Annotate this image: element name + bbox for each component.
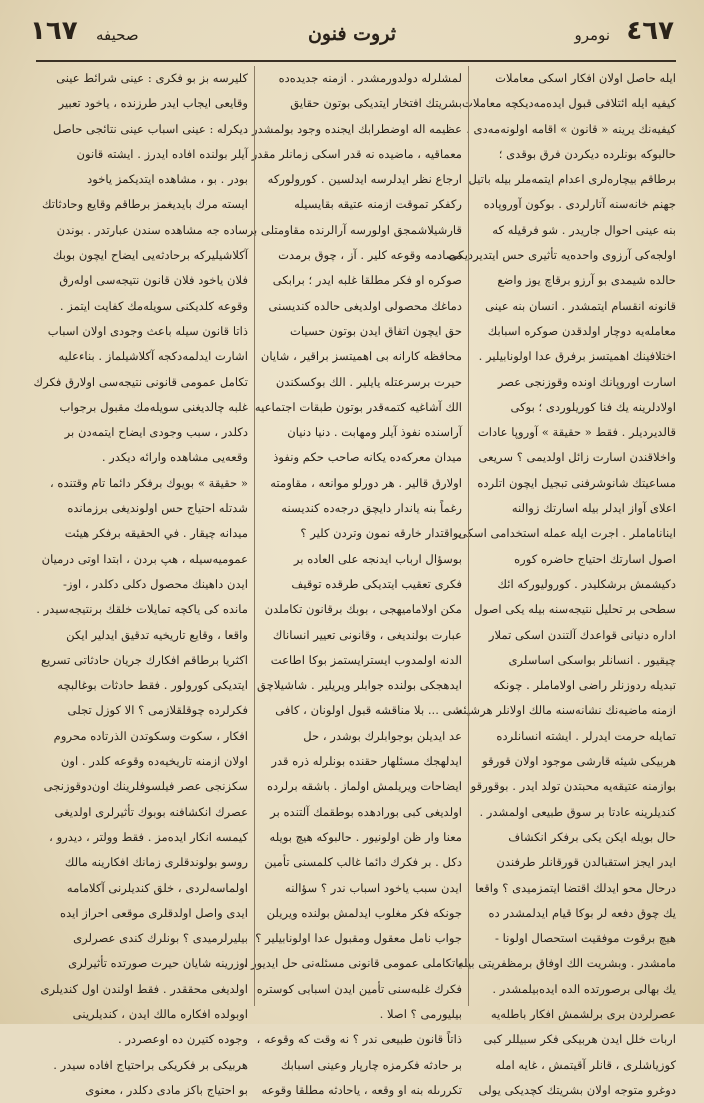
- text-line: واقعا ، وقايع تاريخيه تدقيق ايدلير ايكن: [66, 627, 248, 642]
- text-line: ذاتا قانون سيله باعث وجودى اولان اسباب: [47, 323, 248, 338]
- text-line: واخلاقندن اسارت زائل اولديمى ؟ سريعى: [478, 450, 676, 465]
- text-line: شى ... بلا مناقشه قبول اولونان ، كافى: [275, 703, 462, 718]
- text-line: ارجاع نظر ايدلرسه ايدلسين . كورولوركه: [267, 172, 462, 187]
- text-line: وقايعى ايجاب ايدر طرزنده ، ياخود تعبير: [58, 96, 248, 111]
- text-line: فكرلرده چوقلقلازمى ؟ الا كوزل تجلى: [67, 703, 248, 718]
- text-line: حق ايچون اتفاق ايدن بوتون حسيات: [290, 323, 462, 338]
- text-line: عبارت بولنديغى ، وقانونى تعيير انساناك: [272, 627, 462, 642]
- text-line: « حقيقة » بويوك برفكر دائما تام وقتنده ،: [49, 475, 248, 490]
- text-line: هيچ برقوت موفقيت استحصال اولونا -: [494, 931, 676, 946]
- text-line: اوزرينه شايان حيرت صورتده تأثيرلرى: [68, 956, 248, 971]
- text-line: اعلاى آواز ايدلر بيله اسارتك زوالنه: [511, 501, 676, 516]
- text-line: ايتديكى كورولور . فقط حادثات بوغالبچه: [57, 678, 248, 693]
- text-line: وجوده كتيرن ده اوعصردر .: [117, 1032, 248, 1047]
- text-line: الدنه اولمدوب ايسترايستمز بوكا اطاعت: [270, 652, 462, 667]
- text-line: مانده كى ياكچه تمايلات خلقك برنتيجه‌سيدر .: [36, 602, 248, 617]
- text-line: دكلدر ، سبب وجودى ايضاح ايتمەدن بر: [64, 425, 248, 440]
- text-line: اربات خلل ايدن هربيكى فكر سبيللر كبى: [483, 1032, 676, 1047]
- text-line: بوسؤال ارباب ايدنجه على العاده بر: [293, 551, 462, 566]
- text-line: يك بهالى برصورتده الده ايدەبيلمشدر .: [492, 981, 676, 996]
- column-middle: [243, 66, 462, 1097]
- text-line: عموميەسيله ، هپ بردن ، ابتدا اوتى درميان: [41, 551, 248, 566]
- text-line: اشارت ايدلمه‌دكجه آكلاشيلماز . بناءعليه: [58, 349, 248, 364]
- text-line: تبديله ردوزنلر راضى اولاماملر . چونكه: [493, 678, 676, 693]
- text-line: كيفيه ايله ائتلافى قبول ايدەمەديكچە معاملات: [462, 96, 676, 111]
- text-line: اوبولده افكاره مالك ايدن ، كنديلرينى: [72, 1006, 248, 1021]
- column-divider: [254, 66, 255, 1006]
- text-columns: [33, 66, 676, 1097]
- text-line: ايدر ايجز استقبالدن قورقانلر طرفندن: [496, 855, 676, 870]
- column-right: [448, 66, 676, 1097]
- text-line: ايسته مرك بايديغمز برطاقم وقايع وحادثاتك: [41, 197, 248, 212]
- text-line: عظيمه اله اوضطرابك ايجندە وجود بولمشدر .: [244, 121, 462, 136]
- text-line: بر حادثه فكرمزه چارپار وعينى اسبابك: [280, 1057, 462, 1072]
- text-line: جواب نامل معقول ومقبول عدا اولونابيلير ؟: [255, 931, 462, 946]
- text-line: اكثريا برطاقم افكارك جريان حادثاتى تسريع: [40, 652, 248, 667]
- text-line: تمايله حرمت ايدرلر . ايشته انسانلرده: [496, 728, 676, 743]
- text-line: جهنم خانەسنە آتارلردى . بوكون آوروپاده: [483, 197, 676, 212]
- text-line: تكامل عمومى قانونى نتيجه‌سى اولارق فكرك: [33, 374, 248, 389]
- text-line: روسو بولوندقلرى زمانك افكارينه مالك: [64, 855, 248, 870]
- text-line: اصول اسارتك احتياج حاضره كوره: [514, 551, 676, 566]
- text-line: اولماسەلردى ، خلق كنديلرنى آكلامامه: [66, 880, 248, 895]
- text-line: ايدن داهينك محصول دكلى دكلدر ، اوز-: [62, 576, 248, 591]
- text-line: كوزياشلرى ، قانلر آقيتمش ، غايه امله: [495, 1057, 676, 1072]
- text-line: ايدهجكى بولنده جوابلر ويريلير . شاشيلاچق: [257, 678, 462, 693]
- text-line: محافظه كارانه بى اهميتسز براقير ، شايان: [260, 349, 462, 364]
- text-line: ايدلهجك مسئلهار حقنده بونلرله ذره قدر: [271, 754, 462, 769]
- text-line: مصادمه وقوعه كلير . آز ، چوق برمدت: [278, 248, 462, 263]
- text-line: اولجەكى آرزوى واحدەيە تأثيرى حس ايتديرديكى: [448, 248, 676, 263]
- column-left: [33, 66, 248, 1097]
- text-line: اداره دنيانى قواعدك آلتندن اسكى تملار: [488, 627, 676, 642]
- header-rule: [36, 60, 676, 62]
- text-line: هربيكى شيئە قارشى موجود اولان قورقو: [482, 754, 676, 769]
- text-line: حال بويله ايكن يكى برفكر انكشاف: [508, 829, 676, 844]
- journal-title: ثروت فنون: [307, 23, 397, 45]
- text-line: فكرى تعقيب ايتديكى طرقده توقيف: [291, 576, 462, 591]
- text-line: مامشدر . وبشريت الك اوفاق برمظفريتى بيله: [457, 956, 676, 971]
- text-line: الك آشاغيه كتمەقدر بوتون طبقات اجتماعيه: [254, 399, 462, 414]
- text-line: دكل . بر فكرك دائما غالب كلمسنى تأمين: [264, 855, 462, 870]
- text-line: غلبه چالديغنى سويله‌مك مقبول برجواب: [59, 399, 248, 414]
- text-line: تكررىله بنه او وقعه ، ياحادثه مطلقا وقوعه: [261, 1082, 462, 1097]
- text-line: افكار ، سكوت وسكوتدن الذرتاده محروم: [53, 728, 248, 743]
- issue-number: ٤٦٧: [626, 16, 674, 46]
- text-line: كنديلرينه عادتا بر سوق طبيعى اولمشدر .: [479, 804, 676, 819]
- text-line: ذاتاً قانون طبيعى ندر ؟ نه وقت كه وقوعه ،: [256, 1032, 462, 1047]
- text-line: يك چوق دفعه لر بوكا قيام ايدلمشدر ده: [488, 905, 676, 920]
- text-line: اولان ازمنه تاريخيه‌ده وقوعه كلدر . اون: [60, 754, 248, 769]
- text-line: صوكره او فكر مطلقا غلبه ايدر ؛ برابكى: [272, 273, 462, 288]
- text-line: اولديغى محققدر . فقط اولندن اول كنديلرى: [40, 981, 248, 996]
- text-line: برطاقم بيچارەلرى اعدام ايتمەملر بيلە باتيل: [468, 172, 676, 187]
- text-line: عصرلردن برى برلشمش افكار باطلەيه: [490, 1006, 676, 1021]
- column-divider: [468, 66, 469, 1006]
- text-line: فلان ياخود فلان قانون نتيجه‌سى اولەرق: [59, 273, 248, 288]
- text-line: هربيكى بر فكريكى براحتياج افاده سيدر .: [53, 1057, 248, 1072]
- text-line: آراسنده نفوذ آيلر ومهابت . دنيا دنيان: [287, 425, 462, 440]
- text-line: ميدان معركەده يكانه صاحب حكم ونفوذ: [273, 450, 462, 465]
- text-line: اسارت اوروپانك اونده وقوزنجى عصر: [497, 374, 676, 389]
- text-line: بودر . بو ، مشاهده ايتديكمز ياخود: [87, 172, 248, 187]
- text-line: معنا وار ظن اولونيور . حالبوكه هيچ بويله: [269, 829, 462, 844]
- text-line: درحال محو ايدلك اقتضا ايتمزميدى ؟ واقعا: [475, 880, 676, 895]
- text-line: بيليرلرميدى ؟ بونلرك كندى عصرلرى: [73, 931, 248, 946]
- text-line: ازمنه ماضيەنك نشانەسنه مالك اولانلر هرشيئه: [457, 703, 676, 718]
- text-line: ايدى واصل اولدقلرى موقعى احراز ايده: [60, 905, 248, 920]
- text-line: ايله حاصل اولان افكار اسكى معاملات: [495, 71, 676, 85]
- text-line: بنه عينى احوال جاريدر . شو فرقيله كه: [492, 222, 676, 237]
- text-line: بواقتدار خارقه نمون وتردن كلير ؟: [300, 526, 462, 541]
- text-line: قالديرديلر . فقط « حقيقة » آوروپا عادات: [477, 425, 676, 440]
- text-line: حيرت برسرعتله يايلير . الك بوكسكندن: [275, 374, 462, 389]
- text-line: قانونه انقسام ايتمشدر . انسان بنه عينى: [485, 298, 676, 313]
- text-line: كليرسه بز بو فكرى : عينى شرائط عينى: [56, 71, 248, 85]
- text-line: وقعەيى مشاهده وارائه ديكدر .: [101, 450, 248, 465]
- text-line: مكن اولاماميهجى ، بوبك برقانون تكاملدن: [264, 602, 462, 617]
- text-line: بيليورمى ؟ اصلا .: [379, 1006, 462, 1021]
- text-line: كيفيەنك يرينە « قانون » اقامه اولونەمەدى .: [466, 121, 676, 136]
- text-line: حالبوكه بونلرده ديكردن فرق بوقدى ؛: [498, 146, 676, 161]
- text-line: چيقيور . انسانلر بواسكى اساسلرى: [508, 652, 676, 667]
- text-line: لمشلرله دولدورمشدر . ازمنه جديدەده: [278, 71, 462, 85]
- text-line: دماغك محصولى اولديغى حالده كنديسنى: [268, 298, 462, 313]
- text-line: رغماً بنه ياندار دايچق درجەده كنديسنه: [281, 501, 462, 516]
- text-line: جونكه فكر مغلوب ايدلمش بولنده ويريلن: [266, 905, 462, 920]
- text-line: اختلافينك اهميتسز برفرق عدا اولونابيلير .: [478, 349, 676, 364]
- text-line: ياتكاملى عمومى قانونى مسئلەنى حل ايديور ،: [243, 956, 462, 971]
- text-line: ايناناماملر . اجرت ايله عمله استخدامى اسكى: [457, 526, 676, 541]
- text-line: بو احتياج باكز مادى دكلدر ، معنوى: [85, 1082, 248, 1097]
- issue-label: نومرو: [574, 26, 610, 44]
- text-line: دكيشمش برشكليدر . كوروليوركه ائك: [497, 576, 676, 591]
- page-label: صحيفه: [96, 26, 139, 44]
- text-line: بشريتك افتخار ايتديكى بوتون حقايق: [290, 96, 462, 111]
- text-line: معاملەيە دوچار اولدقدن صوكره اسبابك: [487, 323, 676, 338]
- text-line: ركفكر تموقت ازمنه عتيقه بقايسيله: [294, 197, 462, 212]
- text-line: عد ايديلن بوجوابلرك بوشدر ، حل: [303, 728, 462, 743]
- text-line: سطحى بر تحليل نتيجەسنە بيله يكى اصول: [474, 602, 676, 617]
- page-header: [24, 14, 680, 54]
- text-line: اولديغى كبى بورادهده بوطقمك آلتنده بر: [270, 804, 462, 819]
- text-line: ايضاحات ويريلمش اولماز . باشقه برلرده: [266, 779, 462, 794]
- text-line: شدتله احتياج حس اولونديغى برزمانده: [67, 501, 248, 516]
- text-line: ميدانه چيقار . في الحقيقه برفكر هيئت: [64, 526, 248, 541]
- page-number: ١٦٧: [30, 16, 78, 46]
- text-line: فكرك غلبەسنى تأمين ايدن اسبابى كوستره: [256, 981, 462, 996]
- text-line: اولارق قالير . هر دورلو موانعه ، مقاومته: [270, 475, 462, 490]
- text-line: ايدن سبب ياخود اسباب ندر ؟ سؤالنه: [285, 880, 462, 895]
- text-line: حالدە شيمدى بو آرزو برقاچ يوز واضع: [497, 273, 676, 288]
- text-line: مساعيتك شانوشرفنى تبجيل ايچون اتلرده: [477, 475, 676, 490]
- text-line: آكلاشيليركه برحادثه‌يى ايضاح ايچون بوبك: [52, 248, 248, 263]
- text-line: كيمسه انكار ايدەمز . فقط وولتر ، ديدرو ،: [49, 829, 248, 844]
- text-line: اولادلرينه يك فنا كوريلوردى ؛ بوكى: [510, 399, 676, 414]
- text-line: وقوعه كلديكنى سويله‌مك كفايت ايتمز .: [59, 298, 248, 313]
- text-line: قارشيلاشمجق اولورسه آرالرنده مقاومتلى بر: [247, 222, 462, 237]
- text-line: سكزنجى عصر فيلسوفلرينك اون‌دوقوزنجى: [43, 779, 248, 794]
- text-line: دوغرو متوجه اولان بشريتك كچديكى يولى: [478, 1082, 676, 1097]
- text-line: آيلر بولنده افاده ايدرز . ايشته قانون: [76, 146, 248, 161]
- text-line: ساده جه مشاهده سندن عبارتدر . بوندن: [56, 222, 248, 237]
- text-line: عصرك انكشافنه بوبوك تأثيرلرى اولديغى: [54, 804, 248, 819]
- text-line: معماقيه ، ماضيده نه قدر اسكى زمانلر مقدر: [251, 146, 462, 161]
- text-line: ديكرله : عينى اسباب عينى نتائجى حاصل: [53, 121, 248, 136]
- text-line: بوازمنه عتيقەيه محبتدن تولد ايدر . بوقورقو: [470, 779, 676, 794]
